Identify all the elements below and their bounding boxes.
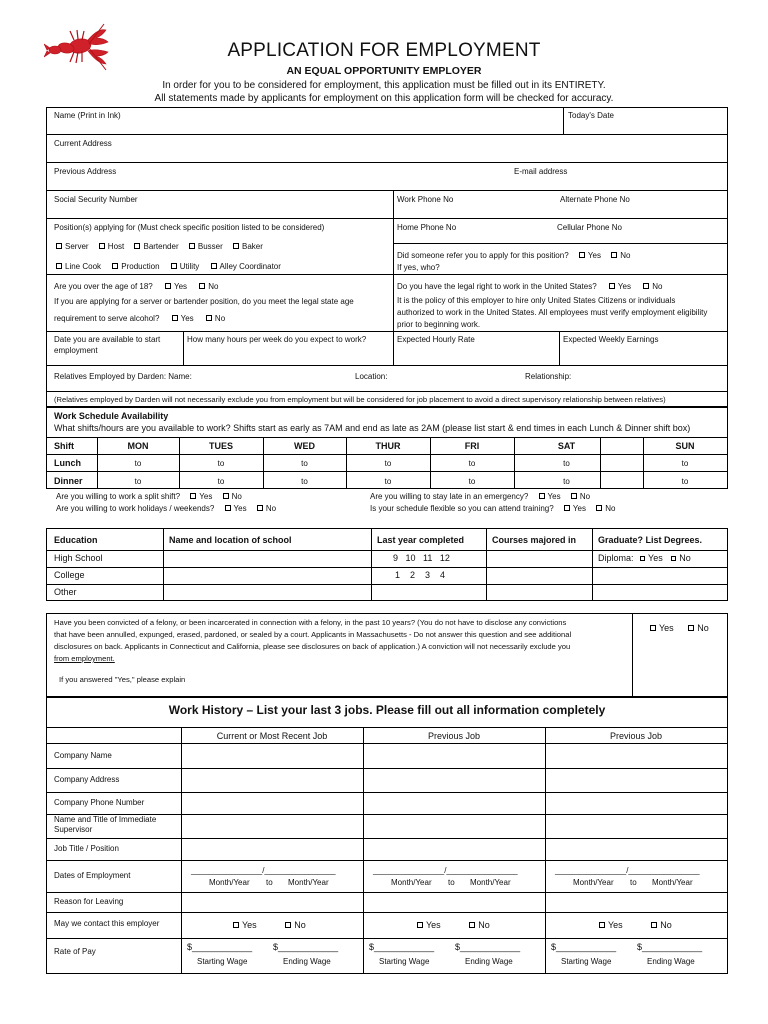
work-history-heading: Work History – List your last 3 jobs. Please fill out all information completely <box>168 703 606 717</box>
end-wage-label-3: Ending Wage <box>647 957 695 966</box>
end-wage-3[interactable]: $____________ <box>637 942 703 952</box>
cell-phone-label[interactable]: Cellular Phone No <box>557 223 622 232</box>
dates-to-3: to <box>630 878 637 887</box>
contact-employer-3[interactable]: Yes No <box>599 920 672 930</box>
weekly-earnings-label[interactable]: Expected Weekly Earnings <box>563 335 659 344</box>
hourly-rate-label[interactable]: Expected Hourly Rate <box>397 335 475 344</box>
positions-question: Position(s) applying for (Must check specific position listed to be considered) <box>54 223 325 232</box>
flexible-schedule-question[interactable]: Is your schedule flexible so you can attend training? Yes No <box>370 504 616 513</box>
lunch-thur[interactable]: to <box>384 459 392 468</box>
lunch-mon[interactable]: to <box>134 459 142 468</box>
start-date-label-1[interactable]: Date you are available to start <box>54 335 161 344</box>
edu-header-degrees: Graduate? List Degrees. <box>598 535 703 545</box>
end-wage-2[interactable]: $____________ <box>455 942 521 952</box>
lunch-tues[interactable]: to <box>217 459 225 468</box>
age-question[interactable]: Are you over the age of 18? Yes No <box>54 282 219 291</box>
felony-line-2: that have been annulled, expunged, erased, pardoned, or sealed by a court. Applicants in Massachusetts - Do not answer this question and see additional <box>54 630 572 639</box>
lunch-row-label: Lunch <box>54 458 81 468</box>
dinner-wed[interactable]: to <box>301 477 308 486</box>
start-wage-3[interactable]: $____________ <box>551 942 617 952</box>
form-subtitle: AN EQUAL OPPORTUNITY EMPLOYER <box>286 65 482 77</box>
contact-employer-1[interactable]: Yes No <box>233 920 306 930</box>
legal-policy-3: prior to beginning work. <box>397 320 481 329</box>
relatives-label[interactable]: Relatives Employed by Darden: Name: <box>54 372 192 381</box>
row-company-address: Company Address <box>54 775 120 784</box>
day-wed: WED <box>294 441 315 451</box>
row-supervisor: Name and Title of Immediate Supervisor <box>54 815 157 834</box>
dates-to-1: to <box>266 878 273 887</box>
date-label[interactable]: Today's Date <box>568 111 614 120</box>
holidays-question[interactable]: Are you willing to work holidays / weekends? Yes No <box>56 504 277 513</box>
end-wage-label-2: Ending Wage <box>465 957 513 966</box>
edu-header-school: Name and location of school <box>169 535 292 545</box>
hours-question[interactable]: How many hours per week do you expect to work? <box>187 335 367 344</box>
day-fri: FRI <box>464 441 480 451</box>
edu-header-education: Education <box>54 535 98 545</box>
relationship-label[interactable]: Relationship: <box>525 372 572 381</box>
alcohol-question-line-2[interactable]: requirement to serve alcohol? Yes No <box>54 314 226 323</box>
shift-header: Shift <box>54 441 74 451</box>
day-thur: THUR <box>375 441 401 451</box>
felony-explain-label[interactable]: If you answered "Yes," please explain <box>59 675 186 684</box>
day-sun: SUN <box>675 441 695 451</box>
dinner-fri[interactable]: to <box>468 477 476 486</box>
start-date-label-2: employment <box>54 346 98 355</box>
row-contact-employer: May we contact this employer <box>54 919 160 928</box>
hs-year-options[interactable]: 9 10 11 12 <box>393 553 450 563</box>
felony-section <box>46 613 728 697</box>
dinner-tues[interactable]: to <box>217 477 225 486</box>
email-label[interactable]: E-mail address <box>514 167 568 176</box>
work-history-section <box>46 697 728 974</box>
felony-line-3: disclosures on back. Applicants in Connecticut and California, please see disclosures on back of application.) A conviction will not necessarily exclude you <box>54 642 571 651</box>
stay-late-question[interactable]: Are you willing to stay late in an emergency? Yes No <box>370 492 591 501</box>
start-wage-1[interactable]: $____________ <box>187 942 253 952</box>
month-year-2a[interactable]: Month/Year <box>391 878 432 887</box>
dinner-sun[interactable]: to <box>681 477 689 486</box>
lunch-sat[interactable]: to <box>563 459 570 468</box>
legal-question[interactable]: Do you have the legal right to work in the United States? Yes No <box>397 282 663 291</box>
row-reason-leaving: Reason for Leaving <box>54 897 124 906</box>
month-year-2b[interactable]: Month/Year <box>470 878 511 887</box>
felony-answer[interactable]: Yes No <box>650 623 709 633</box>
dinner-mon[interactable]: to <box>134 477 142 486</box>
schedule-heading: Work Schedule Availability <box>54 411 169 421</box>
positions-row-1[interactable]: Server Host Bartender Busser Baker <box>56 242 263 252</box>
contact-employer-2[interactable]: Yes No <box>417 920 490 930</box>
day-tues: TUES <box>208 441 233 451</box>
start-wage-label-2: Starting Wage <box>379 957 430 966</box>
schedule-question: What shifts/hours are you available to work? Shifts start as early as 7AM and end as late as 2AM (please list start & end times in each Lunch & Dinner shift box) <box>54 423 691 433</box>
col-current-job: Current or Most Recent Job <box>216 731 328 741</box>
edu-row-high-school: High School <box>54 553 103 563</box>
current-address-label[interactable]: Current Address <box>54 139 112 148</box>
previous-address-label[interactable]: Previous Address <box>54 167 117 176</box>
edu-header-courses: Courses majored in <box>492 535 577 545</box>
month-year-1b[interactable]: Month/Year <box>288 878 329 887</box>
start-wage-label-1: Starting Wage <box>197 957 248 966</box>
lunch-sun[interactable]: to <box>681 459 689 468</box>
start-wage-2[interactable]: $____________ <box>369 942 435 952</box>
day-mon: MON <box>127 441 149 451</box>
relatives-note: (Relatives employed by Darden will not necessarily exclude you from employment but will be considered for job placement to avoid a direct supervisory relationship between relatives) <box>54 395 666 404</box>
dates-to-2: to <box>448 878 455 887</box>
lunch-fri[interactable]: to <box>468 459 476 468</box>
edu-header-last-year: Last year completed <box>377 535 465 545</box>
col-previous-job-1: Previous Job <box>427 731 481 741</box>
col-previous-job-2: Previous Job <box>609 731 663 741</box>
dinner-sat[interactable]: to <box>563 477 570 486</box>
ssn-label[interactable]: Social Security Number <box>54 195 138 204</box>
row-dates: Dates of Employment <box>54 871 131 880</box>
legal-policy-1: It is the policy of this employer to hire only United States Citizens or individuals <box>397 296 676 305</box>
education-section <box>46 528 728 601</box>
dates-slash-3: ________________/________________ <box>555 866 700 875</box>
felony-line-1: Have you been convicted of a felony, or been incarcerated in connection with a felony, in the past 10 years? (You do not have to disclose any convictions <box>54 618 567 627</box>
relatives-location-label[interactable]: Location: <box>355 372 388 381</box>
referral-who[interactable]: If yes, who? <box>397 263 440 272</box>
diploma-question[interactable]: Diploma: Yes No <box>598 553 691 563</box>
work-phone-label[interactable]: Work Phone No <box>397 195 454 204</box>
edu-row-other: Other <box>54 587 77 597</box>
dinner-row-label: Dinner <box>54 476 83 486</box>
end-wage-1[interactable]: $____________ <box>273 942 339 952</box>
alt-phone-label[interactable]: Alternate Phone No <box>560 195 630 204</box>
legal-policy-2: authorized to work in the United States. All employees must verify employment eligibility <box>397 308 708 317</box>
edu-row-college: College <box>54 570 85 580</box>
end-wage-label-1: Ending Wage <box>283 957 331 966</box>
positions-row-2[interactable]: Line Cook Production Utility Alley Coordinator <box>56 262 281 272</box>
month-year-3b[interactable]: Month/Year <box>652 878 693 887</box>
alcohol-question-line-1: If you are applying for a server or bartender position, do you meet the legal state age <box>54 297 354 306</box>
month-year-1a[interactable]: Month/Year <box>209 878 250 887</box>
dates-slash-1: ________________/________________ <box>191 866 336 875</box>
intro-line-2: All statements made by applicants for employment on this application form will be checked for accuracy. <box>154 93 614 104</box>
row-job-title: Job Title / Position <box>54 844 119 853</box>
row-company-phone: Company Phone Number <box>54 798 145 807</box>
dates-slash-2: ________________/________________ <box>373 866 518 875</box>
schedule-section <box>46 407 728 489</box>
row-company-name: Company Name <box>54 751 112 760</box>
name-label[interactable]: Name (Print in Ink) <box>54 111 121 120</box>
lunch-wed[interactable]: to <box>301 459 308 468</box>
felony-line-4: from employment. <box>54 654 115 663</box>
split-shift-question[interactable]: Are you willing to work a split shift? Yes No <box>56 492 242 501</box>
start-wage-label-3: Starting Wage <box>561 957 612 966</box>
referral-question[interactable]: Did someone refer you to apply for this position? Yes No <box>397 251 631 260</box>
form-title: APPLICATION FOR EMPLOYMENT <box>227 40 541 61</box>
intro-line-1: In order for you to be considered for employment, this application must be filled out in its ENTIRETY. <box>162 80 606 91</box>
personal-info-section <box>46 107 728 407</box>
month-year-3a[interactable]: Month/Year <box>573 878 614 887</box>
college-year-options[interactable]: 1 2 3 4 <box>395 570 446 580</box>
home-phone-label[interactable]: Home Phone No <box>397 223 457 232</box>
row-rate-of-pay: Rate of Pay <box>54 947 96 956</box>
day-sat: SAT <box>557 441 576 451</box>
dinner-thur[interactable]: to <box>384 477 392 486</box>
